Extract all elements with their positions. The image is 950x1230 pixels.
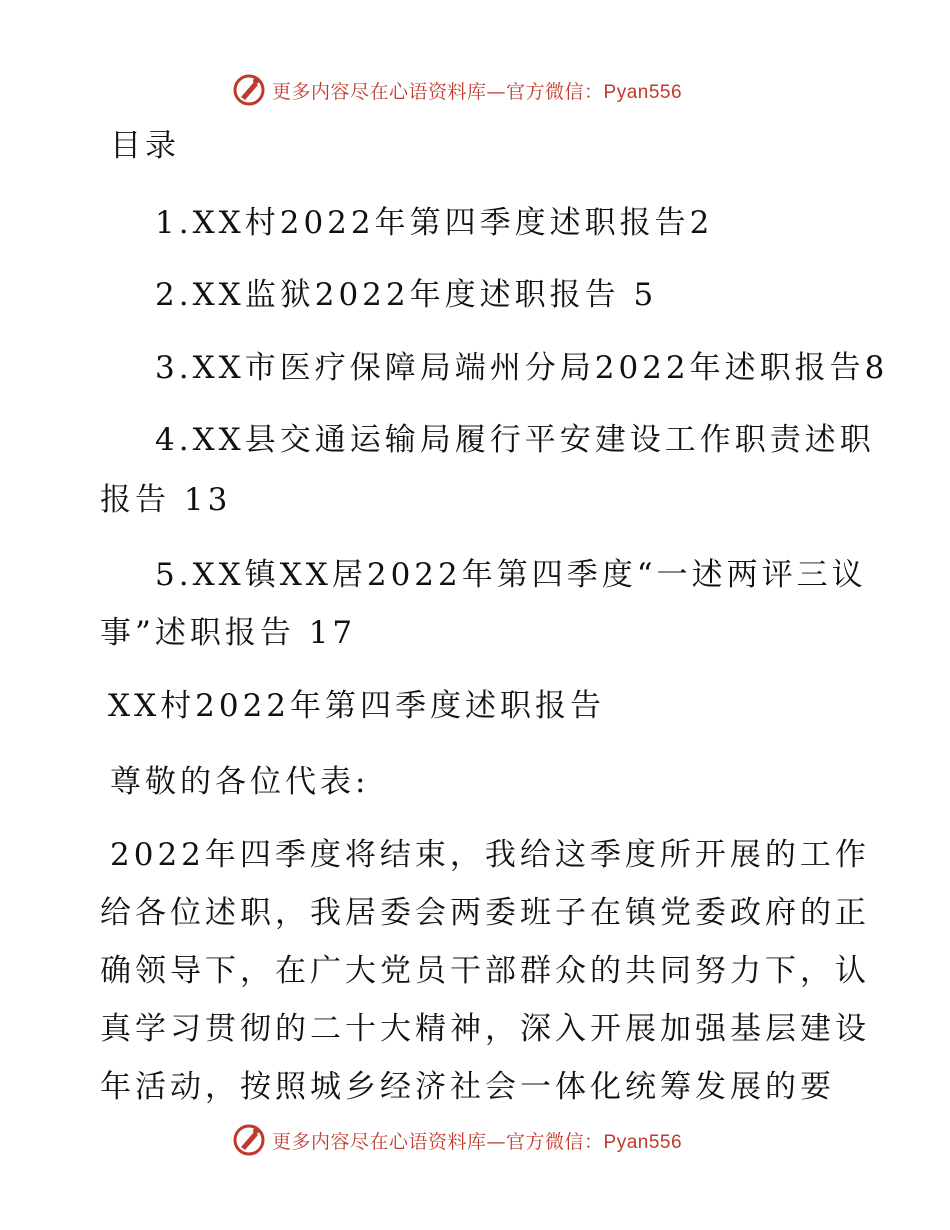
toc-item-5-continuation: 事”述职报告 17	[100, 615, 357, 651]
watermark-site-text: 更多内容尽在心语资料库—官方微信：	[272, 80, 604, 103]
toc-item-1: 1.XX村2022年第四季度述职报告2	[155, 205, 714, 241]
toc-item-4-continuation: 报告 13	[100, 482, 232, 518]
article-title: XX村2022年第四季度述职报告	[108, 688, 606, 724]
toc-item-3: 3.XX市医疗保障局端州分局2022年述职报告8	[155, 350, 889, 386]
toc-heading: 目录	[110, 128, 180, 164]
watermark-text	[272, 77, 682, 104]
paragraph-line: 年活动，按照城乡经济社会一体化统筹发展的要	[100, 1069, 835, 1105]
paragraph-line: 2022年四季度将结束，我给这季度所开展的工作	[110, 837, 870, 873]
watermark-handle: Pyan556	[603, 81, 683, 103]
paragraph-line: 真学习贯彻的二十大精神，深入开展加强基层建设	[100, 1011, 870, 1047]
paragraph-line: 确领导下，在广大党员干部群众的共同努力下，认	[100, 953, 870, 989]
watermark-logo-icon	[232, 1123, 266, 1157]
article-salutation: 尊敬的各位代表:	[110, 764, 370, 800]
watermark-banner-top	[232, 70, 682, 110]
watermark-logo-icon	[232, 73, 266, 107]
watermark-site-text: 更多内容尽在心语资料库—官方微信：	[272, 1130, 604, 1153]
paragraph-line: 给各位述职，我居委会两委班子在镇党委政府的正	[100, 895, 870, 931]
toc-item-5: 5.XX镇XX居2022年第四季度“一述两评三议	[155, 557, 867, 593]
watermark-banner-bottom	[232, 1120, 682, 1160]
watermark-handle: Pyan556	[603, 1131, 683, 1153]
toc-item-2: 2.XX监狱2022年度述职报告 5	[155, 277, 658, 313]
toc-item-4: 4.XX县交通运输局履行平安建设工作职责述职	[155, 422, 875, 458]
watermark-text	[272, 1127, 682, 1154]
